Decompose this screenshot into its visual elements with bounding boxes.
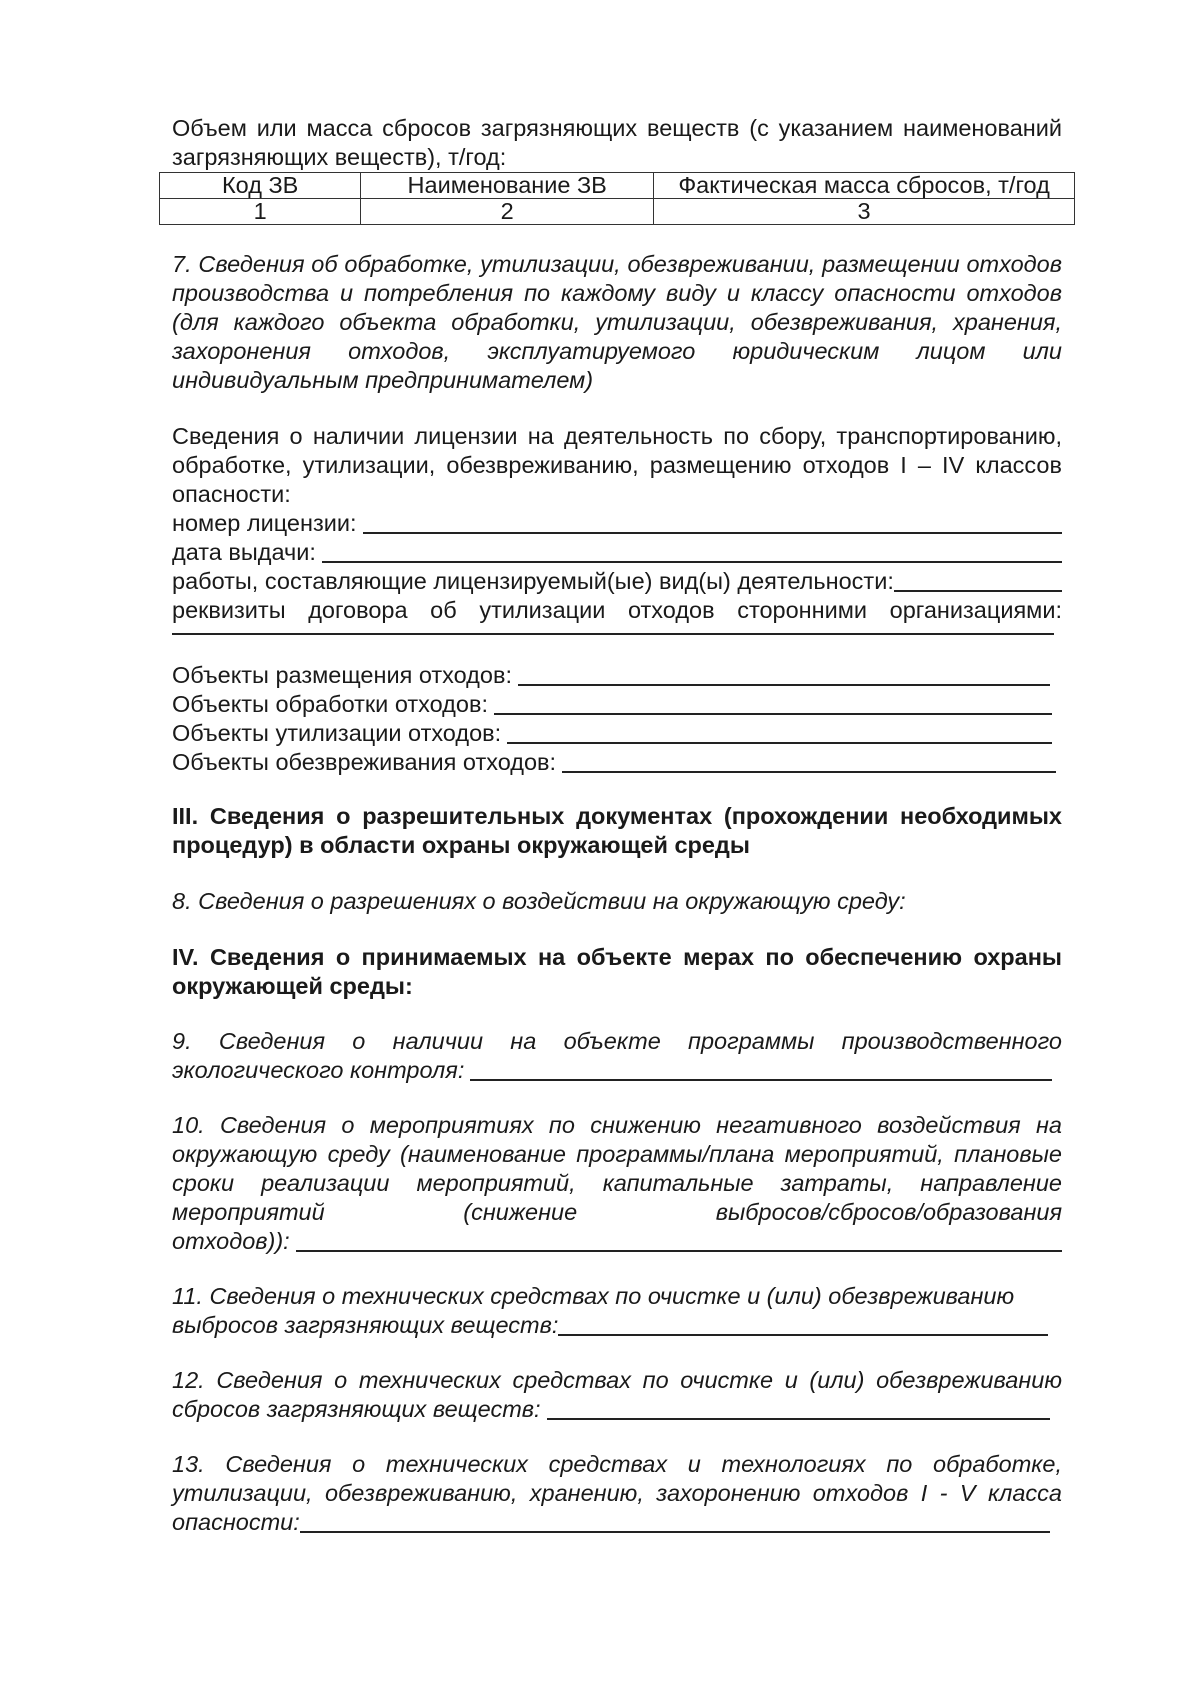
section-12-label: сбросов загрязняющих веществ: [172, 1396, 541, 1422]
section-12-row [172, 1395, 1050, 1424]
section-12 [172, 1366, 1062, 1424]
section-13-label: опасности: [172, 1509, 300, 1535]
objects-neutralization-label: Объекты обезвреживания отходов: [172, 749, 557, 775]
table-number-cell: 3 [654, 199, 1075, 225]
section-10-label: отходов)): [172, 1228, 290, 1254]
section-9-field[interactable] [470, 1059, 1052, 1081]
license-number-label: номер лицензии: [172, 510, 357, 536]
section-13-text: 13. Сведения о технических средствах и технологиях по обработке, утилизации, обезвреживанию, хранению, захоронению отходов I - V класса [172, 1451, 1062, 1506]
table-header-row [160, 173, 1075, 199]
objects-neutralization-row [172, 748, 1056, 777]
section-10-text: 10. Сведения о мероприятиях по снижению негативного воздействия на окружающую среду (наименование программы/плана мероприятий, плановые сроки реализации мероприятий, капитальные затраты, направление мероприятий (снижение выбросов/сбросов/образования [172, 1112, 1062, 1225]
contract-label: реквизиты договора об утилизации отходов сторонними организациями: [172, 597, 1062, 623]
objects-utilization-field[interactable] [507, 722, 1052, 744]
objects-placement-label: Объекты размещения отходов: [172, 662, 512, 688]
section-13-field[interactable] [300, 1511, 1050, 1533]
license-works-field[interactable] [894, 570, 1062, 592]
objects-placement-field[interactable] [518, 664, 1050, 686]
section-11-row [172, 1311, 1048, 1340]
objects-block [172, 661, 1062, 777]
objects-neutralization-field[interactable] [562, 751, 1056, 773]
objects-processing-label: Объекты обработки отходов: [172, 691, 488, 717]
section-3-title: III. Сведения о разрешительных документах (прохождении необходимых процедур) в области охраны окружающей среды [172, 803, 1062, 858]
license-number-field[interactable] [363, 512, 1062, 534]
emissions-table [159, 172, 1075, 225]
objects-processing-field[interactable] [494, 693, 1052, 715]
section-9-line1: 9. Сведения о наличии на объекте программы производственного [172, 1028, 1062, 1054]
license-number-row [172, 509, 1062, 538]
table-header-cell: Код ЗВ [160, 173, 361, 199]
section-12-line1: 12. Сведения о технических средствах по очистке и (или) обезвреживанию [172, 1367, 1062, 1393]
license-date-row [172, 538, 1062, 567]
objects-placement-row [172, 661, 1050, 690]
license-intro: Сведения о наличии лицензии на деятельность по сбору, транспортированию, обработке, утилизации, обезвреживанию, размещению отходов I – IV классов опасности: [172, 423, 1062, 507]
section-12-field[interactable] [547, 1398, 1050, 1420]
table-row [160, 199, 1075, 225]
section-9 [172, 1027, 1062, 1085]
table-header-cell: Наименование ЗВ [361, 173, 654, 199]
section-13-row [172, 1508, 1050, 1537]
table-number-cell: 2 [361, 199, 654, 225]
section-11-line1: 11. Сведения о технических средствах по очистке и (или) обезвреживанию [172, 1283, 1015, 1309]
table-header-cell: Фактическая масса сбросов, т/год [654, 173, 1075, 199]
section-10-field[interactable] [296, 1230, 1062, 1252]
emissions-intro: Объем или масса сбросов загрязняющих веществ (с указанием наименований загрязняющих веществ), т/год: [172, 115, 1062, 170]
section-11-field[interactable] [558, 1314, 1048, 1336]
section-10-row [172, 1227, 1062, 1256]
license-date-label: дата выдачи: [172, 539, 316, 565]
section-7-text: 7. Сведения об обработке, утилизации, обезвреживании, размещении отходов производства и потребления по каждому виду и классу опасности отходов (для каждого объекта обработки, утилизации, обезвреживания, хранения, захоронения отходов, эксплуатируемого юридическим лицом или индивидуальным предпринимателем) [172, 251, 1062, 393]
section-11-label: выбросов загрязняющих веществ: [172, 1312, 559, 1338]
objects-processing-row [172, 690, 1052, 719]
section-10 [172, 1111, 1062, 1256]
section-8-text: 8. Сведения о разрешениях о воздействии на окружающую среду: [172, 888, 906, 914]
section-13 [172, 1450, 1062, 1537]
license-date-field[interactable] [322, 541, 1062, 563]
table-number-cell: 1 [160, 199, 361, 225]
license-works-label: работы, составляющие лицензируемый(ые) вид(ы) деятельности: [172, 568, 894, 594]
objects-utilization-row [172, 719, 1052, 748]
section-4-title: IV. Сведения о принимаемых на объекте мерах по обеспечению охраны окружающей среды: [172, 944, 1062, 999]
section-11 [172, 1282, 1062, 1340]
contract-field[interactable] [172, 625, 1054, 635]
section-9-label: экологического контроля: [172, 1057, 465, 1083]
section-9-row [172, 1056, 1052, 1085]
license-works-row [172, 567, 1062, 596]
objects-utilization-label: Объекты утилизации отходов: [172, 720, 502, 746]
